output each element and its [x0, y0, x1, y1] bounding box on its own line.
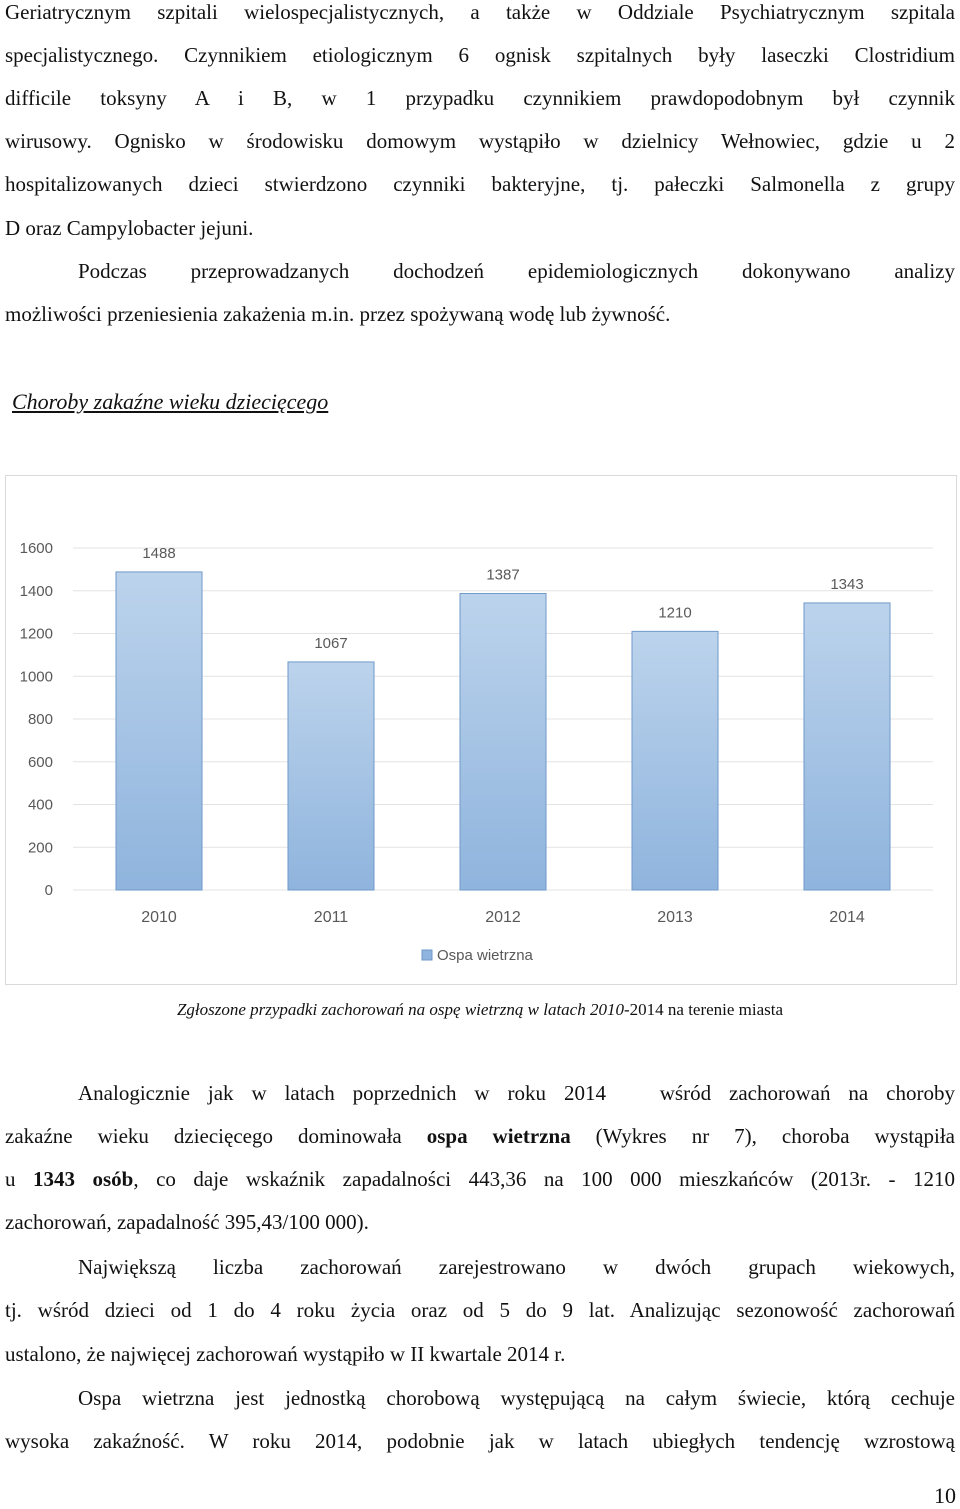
body-text-line: ustalono, że najwięcej zachorowań wystąpiło w II kwartale 2014 r. [5, 1342, 566, 1366]
x-tick-label: 2011 [313, 909, 349, 926]
page-number: 10 [934, 1483, 956, 1508]
data-label-2010: 1488 [142, 544, 176, 562]
chart-legend [422, 947, 534, 964]
bar-2014 [804, 603, 890, 890]
data-label-2013: 1210 [658, 604, 692, 622]
body-text-line: Największą liczba zachorowań zarejestrowano w dwóch grupach wiekowych, [78, 1255, 955, 1279]
data-label-2011: 1067 [314, 634, 348, 652]
chart-bars [116, 572, 890, 890]
y-axis-ticks [20, 540, 53, 899]
body-text-line: Ospa wietrzna jest jednostką chorobową występującą na całym świecie, którą cechuje [78, 1386, 955, 1410]
body-text-line: możliwości przeniesienia zakażenia m.in. przez spożywaną wodę lub żywność. [5, 302, 671, 326]
chart-caption [0, 998, 960, 1022]
body-text-line: tj. wśród dzieci od 1 do 4 roku życia oraz od 5 do 9 lat. Analizując sezonowość zachorowań [5, 1298, 955, 1322]
x-tick-label: 2013 [657, 909, 693, 926]
y-tick-label: 600 [27, 753, 53, 771]
legend-label: Ospa wietrzna [437, 947, 533, 964]
bar-chart [5, 475, 957, 985]
y-tick-label: 1000 [19, 668, 53, 686]
x-tick-label: 2012 [485, 909, 521, 926]
text-run: , co daje wskaźnik zapadalności 443,36 na 100 000 mieszkańców (2013r. - 1210 [133, 1167, 955, 1191]
y-tick-label: 0 [44, 882, 53, 899]
text-run: (Wykres nr 7), choroba wystąpiła [570, 1124, 955, 1148]
data-label-2012: 1387 [486, 566, 520, 584]
emphasis-case-count: 1343 osób [33, 1167, 134, 1191]
y-tick-label: 800 [27, 711, 53, 728]
chart-canvas [6, 476, 956, 984]
body-text-line [78, 1079, 955, 1107]
body-text-line: wirusowy. Ognisko w środowisku domowym wystąpiło w dzielnicy Wełnowiec, gdzie u 2 [5, 129, 955, 153]
x-tick-label: 2014 [829, 909, 865, 926]
emphasis-ospa-wietrzna: ospa wietrzna [426, 1124, 571, 1148]
text-run: zakaźne wieku dziecięcego dominowała [5, 1124, 427, 1148]
caption-italic: Zgłoszone przypadki zachorowań na ospę wietrzną w latach 2010 [176, 1000, 624, 1019]
y-tick-label: 200 [27, 839, 53, 857]
caption-plain: -2014 na terenie miasta [623, 1000, 784, 1019]
body-text-line: zachorowań, zapadalność 395,43/100 000). [5, 1210, 369, 1234]
text-run: Analogicznie jak w latach poprzednich w roku 2014 wśród zachorowań na choroby [78, 1081, 955, 1105]
body-text-line: specjalistycznego. Czynnikiem etiologicznym 6 ognisk szpitalnych były laseczki Clostridium [5, 43, 955, 67]
y-tick-label: 1200 [19, 625, 53, 643]
body-text-line: D oraz Campylobacter jejuni. [5, 216, 254, 240]
bar-2011 [288, 662, 374, 890]
bar-2013 [632, 631, 718, 890]
section-heading: Choroby zakaźne wieku dziecięcego [12, 389, 329, 414]
data-label-2014: 1343 [830, 575, 864, 593]
y-tick-label: 1400 [19, 582, 53, 600]
body-text-line: Geriatrycznym szpitali wielospecjalistycznych, a także w Oddziale Psychiatrycznym szpitala [5, 0, 955, 24]
bar-2012 [460, 594, 546, 890]
body-text-line: difficile toksyny A i B, w 1 przypadku czynnikiem prawdopodobnym był czynnik [5, 86, 955, 110]
body-text-line [5, 1122, 955, 1150]
body-text-line: Podczas przeprowadzanych dochodzeń epidemiologicznych dokonywano analizy [78, 259, 955, 283]
body-text-line: wysoka zakaźność. W roku 2014, podobnie jak w latach ubiegłych tendencję wzrostową [5, 1429, 955, 1453]
body-text-line: hospitalizowanych dzieci stwierdzono czynniki bakteryjne, tj. pałeczki Salmonella z grupy [5, 172, 955, 196]
x-axis-ticks [141, 909, 865, 926]
y-tick-label: 400 [27, 796, 53, 814]
legend-swatch [422, 950, 432, 960]
body-text-line [5, 1165, 955, 1193]
y-tick-label: 1600 [19, 540, 53, 557]
text-run: u [5, 1167, 33, 1191]
x-tick-label: 2010 [141, 909, 177, 926]
bar-2010 [116, 572, 202, 890]
